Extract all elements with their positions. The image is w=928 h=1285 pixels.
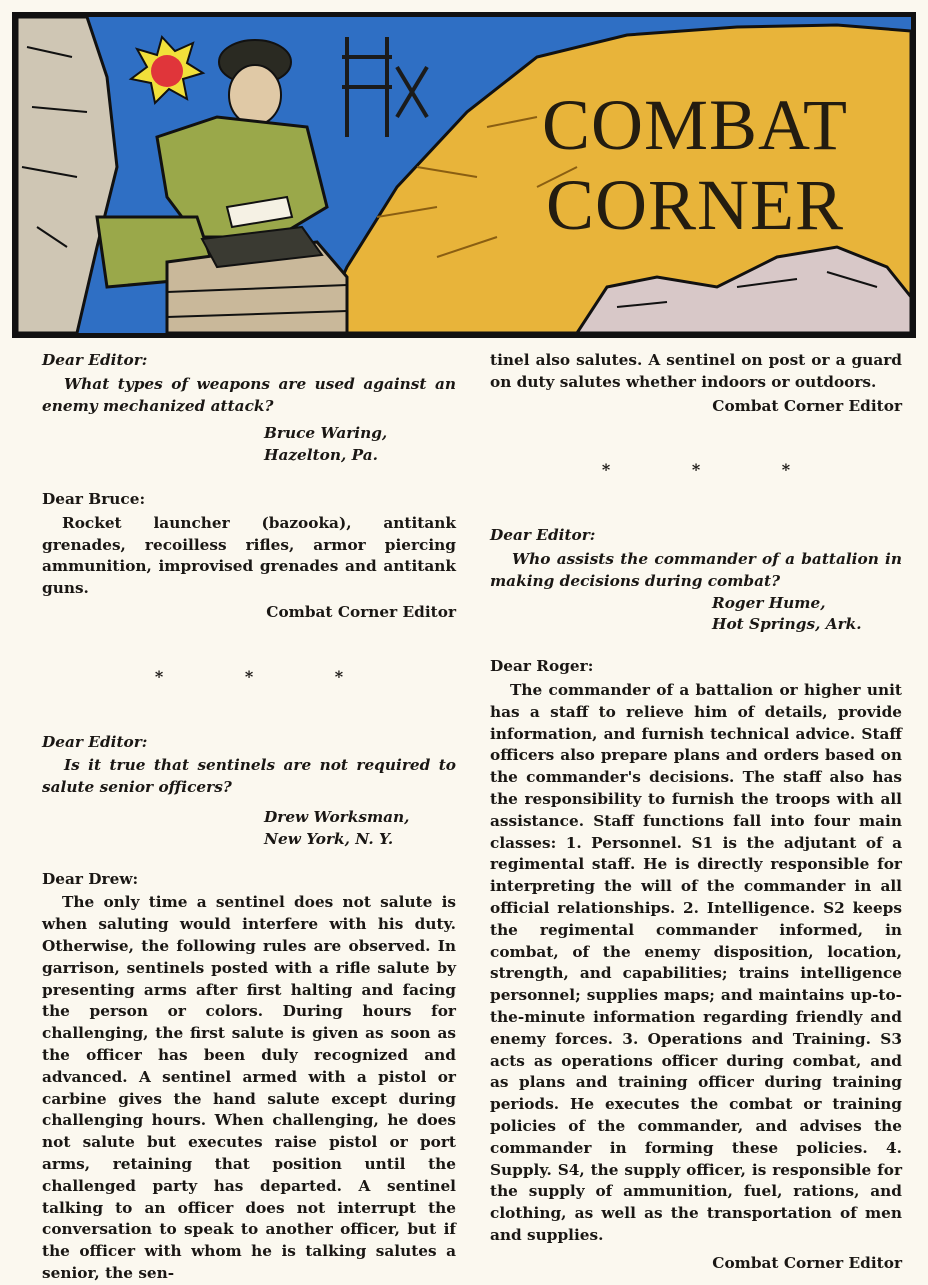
reply-answer: Rocket launcher (bazooka), antitank grenades, recoilless rifles, armor piercing ammunition, improvised grenades and antitank guns. xyxy=(42,513,456,598)
banner-title-line2: CORNER xyxy=(545,165,845,245)
reply-greeting: Dear Bruce: xyxy=(42,489,146,508)
letter-greeting: Dear Editor: xyxy=(42,351,148,369)
signer-name: Bruce Waring, xyxy=(264,424,388,443)
reply-signoff: Combat Corner Editor xyxy=(266,602,456,621)
letter-3 xyxy=(490,525,902,1274)
signer-name: Roger Hume, xyxy=(712,593,826,612)
signer-place: Hazelton, Pa. xyxy=(264,446,378,465)
section-separator: * * * xyxy=(601,460,829,480)
letter-question: Who assists the commander of a battalion in making decisions during combat? xyxy=(490,549,902,590)
signer-name: Drew Worksman, xyxy=(264,807,410,826)
section-separator: * * * xyxy=(154,666,382,686)
letter-greeting: Dear Editor: xyxy=(490,526,596,545)
banner-title-line1: COMBAT xyxy=(541,85,849,165)
letter-greeting: Dear Editor: xyxy=(42,732,148,751)
right-column xyxy=(490,350,902,1274)
reply-answer: The commander of a battalion or higher unit has a staff to relieve him of details, provide information, and furnish technical advice. Staff officers also prepare plans and orders based on the commander's decisions. The staff also has the responsibility to furnish the troops with all assistance. Staff functions fall into four main classes: 1. Personnel. S1 is the adjutant of a regimental staff. He is directly responsible for interpreting the will of the commander in all official relationships. 2. Intelligence. S2 keeps the regimental commander informed, in combat, of the enemy disposition, location, strength, and capabilities; trains intelligence personnel; supplies maps; and maintains up-to-the-minute information regarding friendly and enemy forces. 3. Operations and Training. S3 acts as operations officer during combat, and as plans and training officer during training periods. He executes the combat or training policies of the commander, and advises the commander in forming these policies. 4. Supply. S4, the supply officer, is responsible for the supply of ammunition, fuel, rations, and clothing, as well as the transportation of men and supplies. xyxy=(490,680,902,1244)
signer-place: New York, N. Y. xyxy=(264,829,394,848)
left-column xyxy=(42,350,456,1285)
reply-greeting: Dear Drew: xyxy=(42,869,139,888)
reply-answer-continued: tinel also salutes. A sentinel on post or a guard on duty salutes whether indoors or outdoors. xyxy=(490,351,902,391)
combat-corner-banner xyxy=(12,12,916,338)
letter-question: What types of weapons are used against an enemy mechanized attack? xyxy=(42,374,456,415)
letter-1 xyxy=(42,350,456,624)
banner-title xyxy=(485,85,905,245)
reply-answer: The only time a sentinel does not salute is when saluting would interfere with his duty. Otherwise, the following rules are observed. In garrison, sentinels posted with a rifle salute by presenting arms after first halting and facing the person or colors. During hours for challenging, the first salute is given as soon as the officer has been duly recognized and advanced. A sentinel armed with a pistol or carbine gives the hand salute except during challenging hours. When challenging, he does not salute but executes raise pistol or port arms, retaining that position until the challenged party has departed. A sentinel talking to an officer does not interrupt the conversation to speak to another officer, but if the officer with whom he is talking salutes a senior, the sen- xyxy=(42,893,456,1282)
reply-signoff: Combat Corner Editor xyxy=(712,1253,902,1272)
letter-2 xyxy=(42,732,456,1285)
signer-place: Hot Springs, Ark. xyxy=(712,615,862,634)
reply-signoff: Combat Corner Editor xyxy=(712,396,902,415)
reply-greeting: Dear Roger: xyxy=(490,657,594,676)
letter-question: Is it true that sentinels are not required to salute senior officers? xyxy=(42,756,456,797)
